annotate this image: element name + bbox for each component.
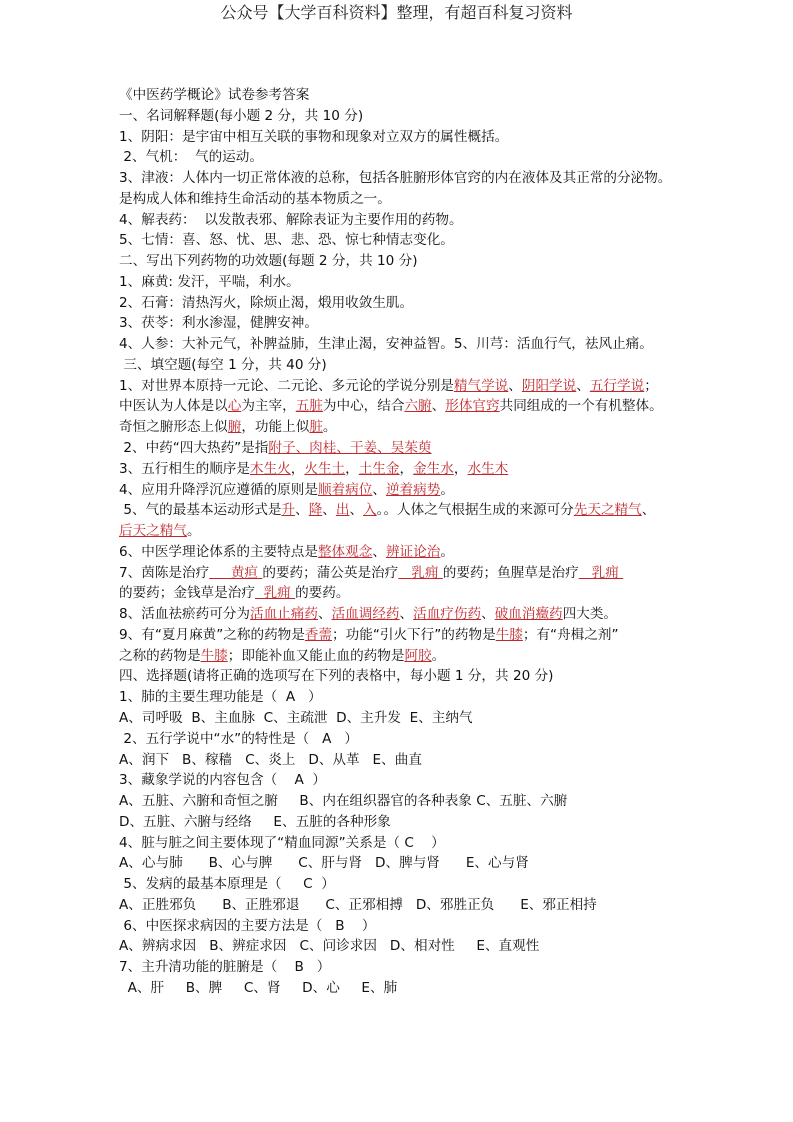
text-line [119,625,719,646]
text-segment: 、 [372,543,386,560]
text-segment: A、润下 B、稼穑 C、炎上 D、从革 E、曲直 [119,751,422,768]
text-segment: 的要药；鱼腥草是治疗 [442,564,579,581]
answer-fill: 乳痈 [398,564,443,581]
text-segment: 奇恒之腑形态上似 [119,419,228,436]
text-segment: 4、解表药： 以发散表邪、解除表证为主要作用的药物。 [119,211,463,228]
answer-fill: 阴阳学说 [521,377,577,394]
answer-fill: 入 [363,502,377,519]
text-line [119,459,719,480]
text-segment: ；功能“引火下行”的药物是 [332,626,496,643]
text-line [119,334,719,355]
text-segment: ； [644,377,658,394]
text-segment: ， [453,460,468,477]
text-line [119,646,719,667]
text-line [119,147,719,168]
answer-fill: 六腑 [404,398,432,415]
answer-fill: 破血消癥药 [494,606,563,623]
text-segment: 4、人参：大补元气，补脾益肺，生津止渴，安神益智。5、川芎：活血行气，祛风止痛。 [119,336,653,353]
text-segment: 3、茯苓：利水渗湿，健脾安神。 [119,315,318,332]
text-segment: 3、五行相生的顺序是 [119,460,250,477]
text-segment: 的要药；蒲公英是治疗 [262,564,399,581]
text-segment: 四、选择题(请将正确的选项写在下列的表格中，每小题 1 分，共 20 分) [119,668,554,685]
text-segment: 7、茵陈是治疗 [119,564,210,581]
text-segment: 1、肺的主要生理功能是（ A ） [119,689,322,706]
text-line [119,895,719,916]
answer-fill: 乳痈 [254,585,296,602]
text-line [119,833,719,854]
answer-document [119,85,719,999]
text-line [119,978,719,999]
text-segment: ， [290,460,305,477]
text-line [119,750,719,771]
text-line [119,313,719,334]
text-segment: 四大类。 [562,606,618,623]
answer-fill: 活血调经药 [331,606,400,623]
text-segment: 之称的药物是 [119,647,201,664]
text-segment: A、心与肺 B、心与脾 C、肝与肾 D、脾与肾 E、心与肾 [119,855,529,872]
text-segment: ，功能上似 [241,419,310,436]
text-line [119,438,719,459]
text-segment: A、正胜邪负 B、正胜邪退 C、正邪相搏 D、邪胜正负 E、邪正相持 [119,896,597,913]
text-line [119,770,719,791]
answer-fill: 黄疸 [209,564,263,581]
answer-fill: 活血止痛药 [250,606,318,623]
text-segment: 为中心，结合 [322,398,405,415]
text-line [119,189,719,210]
text-segment: 2、五行学说中“水”的特性是（ A ） [119,730,358,747]
text-segment: 、 [508,377,522,394]
answer-fill: 香薷 [304,626,333,643]
text-segment: 一、名词解释题(每小题 2 分，共 10 分) [119,107,364,124]
answer-fill: 阿胶 [404,647,432,664]
text-line [119,272,719,293]
text-line [119,812,719,833]
text-segment: 中医认为人体是以 [119,398,228,415]
text-segment: 5、七情：喜、怒、忧、思、悲、恐、惊七种情志变化。 [119,232,454,249]
text-segment: 、 [641,502,656,519]
text-line [119,957,719,978]
text-segment: 4、脏与脏之间主要体现了“精血同源”关系是（ C ） [119,834,445,851]
answer-fill: 活血疗伤药 [413,606,482,623]
text-segment: 3、藏象学说的内容包含（ A ） [119,772,326,789]
text-segment: 5、气的最基本运动形式是 [119,502,282,519]
text-segment: ， [399,460,414,477]
text-segment: 6、中医学理论体系的主要特点是 [119,543,318,560]
text-segment: 、 [372,481,386,498]
text-segment: A、辨病求因 B、辨症求因 C、问诊求因 D、相对性 E、直观性 [119,938,540,955]
answer-fill: 心 [227,398,242,415]
text-line [119,729,719,750]
answer-fill: 精气学说 [453,377,509,394]
text-line [119,936,719,957]
text-line [119,376,719,397]
answer-fill: 五脏 [295,398,323,415]
text-line [119,521,719,542]
text-segment: D、五脏、六腑与经络 E、五脏的各种形象 [119,813,391,830]
text-line [119,791,719,812]
text-segment: 2、气机： 气的运动。 [119,149,263,166]
answer-fill: 出 [335,502,350,519]
text-segment: 1、阴阳：是宇宙中相互关联的事物和现象对立双方的属性概括。 [119,128,509,145]
text-segment: 。 [431,647,446,664]
text-line [119,708,719,729]
text-segment: 、 [481,606,495,623]
text-segment: 。 [440,543,454,560]
text-segment: 《中医药学概论》试卷参考答案 [119,87,310,103]
answer-fill: 水生木 [467,460,509,477]
text-segment: 9、有“夏月麻黄”之称的药物是 [119,626,305,643]
text-segment: 、 [431,398,446,415]
text-segment: 2、中药“四大热药”是指 [119,440,269,457]
text-line [119,293,719,314]
text-segment: 。 [322,419,337,436]
text-segment: 、 [399,606,414,623]
text-segment: 共同组成的一个有机整体。 [499,398,663,415]
text-line [119,106,719,127]
answer-fill: 牛膝 [495,626,523,643]
text-segment: ；即能补血又能止血的药物是 [227,647,405,664]
text-segment: 6、中医探求病因的主要方法是（ B ） [119,917,376,934]
text-line [119,230,719,251]
text-segment: 是构成人体和维持生命活动的基本物质之一。 [119,190,391,207]
answer-fill: 牛膝 [200,647,228,664]
text-segment: 。 [186,523,201,540]
answer-fill: 后天之精气 [119,523,187,540]
answer-fill: 形体官窍 [445,398,500,415]
answer-fill: 乳痈 [578,564,624,581]
text-segment: 。 [440,481,454,498]
text-line [119,687,719,708]
text-line [119,853,719,874]
text-segment: 为主宰， [241,398,296,415]
answer-fill: 腑 [227,419,242,436]
text-segment: 1、麻黄: 发汗，平喘，利水。 [119,273,300,290]
text-segment: 1、对世界本原持一元论、二元论、多元论的学说分别是 [119,377,454,394]
answer-fill: 降 [308,502,323,519]
text-line [119,583,719,604]
answer-fill: 金生水 [413,460,454,477]
answer-fill: 整体观念 [317,543,373,560]
answer-fill: 升 [281,502,296,519]
answer-fill: 木生火 [250,460,291,477]
text-segment: ， [345,460,359,477]
answer-fill: 土生金 [358,460,400,477]
text-line [119,666,719,687]
answer-fill: 附子、肉桂、干姜、吴茱萸 [268,440,432,457]
text-segment: 。。人体之气根据生成的来源可分 [376,502,574,519]
text-line [119,251,719,272]
text-segment: 、 [322,502,336,519]
text-line [119,417,719,438]
text-segment: 、 [295,502,309,519]
answer-fill: 逆着病势 [385,481,441,498]
text-line [119,396,719,417]
text-segment: 2、石膏：清热泻火，除烦止渴，煅用收敛生肌。 [119,294,414,311]
text-line [119,85,719,106]
text-segment: 二、写出下列药物的功效题(每题 2 分，共 10 分) [119,253,418,270]
answer-fill: 顺着病位 [317,481,373,498]
text-segment: 、 [349,502,364,519]
text-segment: 3、津液：人体内一切正常体液的总称，包括各脏腑形体官窍的内在液体及其正常的分泌物。 [119,170,672,187]
text-line [119,127,719,148]
text-segment: 8、活血祛瘀药可分为 [119,606,250,623]
text-line [119,874,719,895]
text-segment: 的要药。 [295,585,350,602]
answer-fill: 五行学说 [589,377,645,394]
text-line [119,604,719,625]
text-segment: 三、填空题(每空 1 分，共 40 分) [119,356,327,373]
text-segment: A、五脏、六腑和奇恒之腑 B、内在组织器官的各种表象 C、五脏、六腑 [119,793,568,810]
text-segment: ；有“舟楫之剂” [522,626,619,643]
answer-fill: 辨证论治 [385,543,441,560]
text-line [119,168,719,189]
text-line [119,210,719,231]
text-segment: 7、主升清功能的脏腑是（ B ） [119,959,331,976]
answer-fill: 火生土 [304,460,346,477]
text-segment: A、司呼吸 B、主血脉 C、主疏泄 D、主升发 E、主纳气 [119,709,473,726]
text-line [119,542,719,563]
text-segment: 、 [576,377,590,394]
text-line [119,355,719,376]
text-segment: 、 [317,606,332,623]
text-segment: A、肝 B、脾 C、肾 D、心 E、肺 [119,979,398,996]
text-line [119,500,719,521]
text-segment: 5、发病的最基本原理是（ C ） [119,876,335,893]
answer-fill: 脏 [309,419,323,436]
text-segment: 的要药；金钱草是治疗 [119,585,255,602]
answer-fill: 先天之精气 [573,502,642,519]
text-line [119,563,719,584]
text-segment: 4、应用升降浮沉应遵循的原则是 [119,481,318,498]
text-line [119,480,719,501]
text-line [119,916,719,937]
watermark-header: 公众号【大学百科资料】整理，有超百科复习资料 [220,3,573,22]
